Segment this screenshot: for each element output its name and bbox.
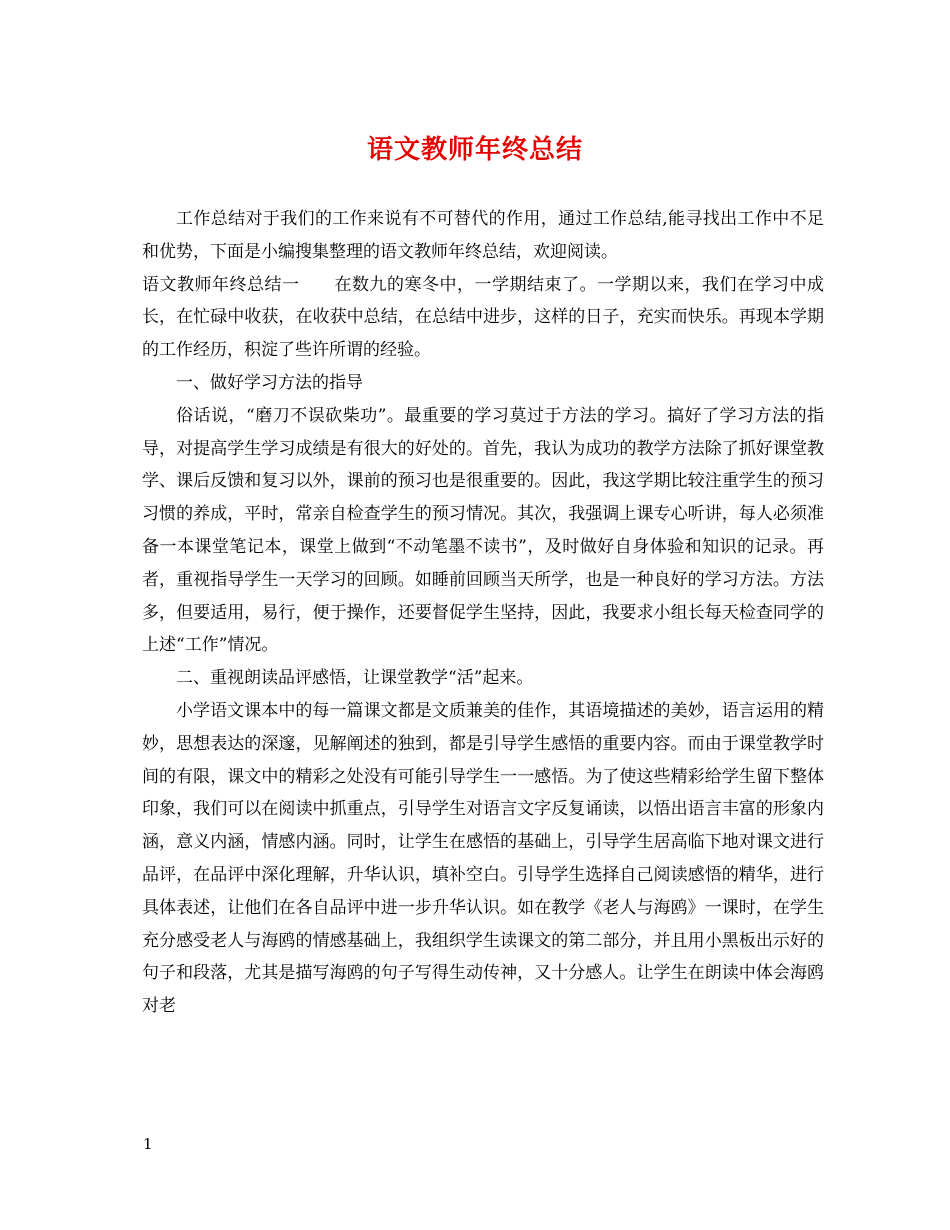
heading-reading-appreciation: 二、重视朗读品评感悟，让课堂教学“活”起来。 bbox=[176, 668, 534, 689]
document-title: 语文教师年终总结 bbox=[366, 135, 583, 165]
intro-paragraph: 工作总结对于我们的工作来说有不可替代的作用，通过工作总结,能寻找出工作中不足和优势，下面是小编搜集整理的语文教师年终总结，欢迎阅读。 bbox=[142, 209, 824, 262]
document-body bbox=[142, 203, 824, 1023]
study-method-paragraph: 俗话说，“磨刀不误砍柴功”。最重要的学习莫过于方法的学习。搞好了学习方法的指导，对提高学生学习成绩是有很大的好处的。首先，我认为成功的教学方法除了抓好课堂教学、课后反馈和复习以外，课前的预习也是很重要的。因此，我这学期比较注重学生的预习习惯的养成，平时，常亲自检查学生的预习情况。其次，我强调上课专心听讲，每人必须准备一本课堂笔记本，课堂上做到“不动笔墨不读书”，及时做好自身体验和知识的记录。再者，重视指导学生一天学习的回顾。如睡前回顾当天所学，也是一种良好的学习方法。方法多，但要适用，易行，便于操作，还要督促学生坚持，因此，我要求小组长每天检查同学的上述“工作”情况。 bbox=[142, 405, 824, 656]
section-one-opening-paragraph: 语文教师年终总结一 在数九的寒冬中，一学期结束了。一学期以来，我们在学习中成长，在忙碌中收获，在收获中总结，在总结中进步，这样的日子，充实而快乐。再现本学期的工作经历，积淀了些许所谓的经验。 bbox=[142, 274, 824, 361]
heading-study-method-guidance: 一、做好学习方法的指导 bbox=[176, 372, 363, 393]
page-number: 1 bbox=[143, 1135, 153, 1153]
reading-appreciation-paragraph: 小学语文课本中的每一篇课文都是文质兼美的佳作，其语境描述的美妙，语言运用的精妙，思想表达的深邃，见解阐述的独到，都是引导学生感悟的重要内容。而由于课堂教学时间的有限，课文中的精彩之处没有可能引导学生一一感悟。为了使这些精彩给学生留下整体印象，我们可以在阅读中抓重点，引导学生对语言文字反复诵读，以悟出语言丰富的形象内涵，意义内涵，情感内涵。同时，让学生在感悟的基础上，引导学生居高临下地对课文进行品评，在品评中深化理解，升华认识，填补空白。引导学生选择自己阅读感悟的精华，进行具体表述，让他们在各自品评中进一步升华认识。如在教学《老人与海鸥》一课时，在学生充分感受老人与海鸥的情感基础上，我组织学生读课文的第二部分，并且用小黑板出示好的句子和段落，尤其是描写海鸥的句子写得生动传神，又十分感人。让学生在朗读中体会海鸥对老 bbox=[142, 700, 824, 1017]
